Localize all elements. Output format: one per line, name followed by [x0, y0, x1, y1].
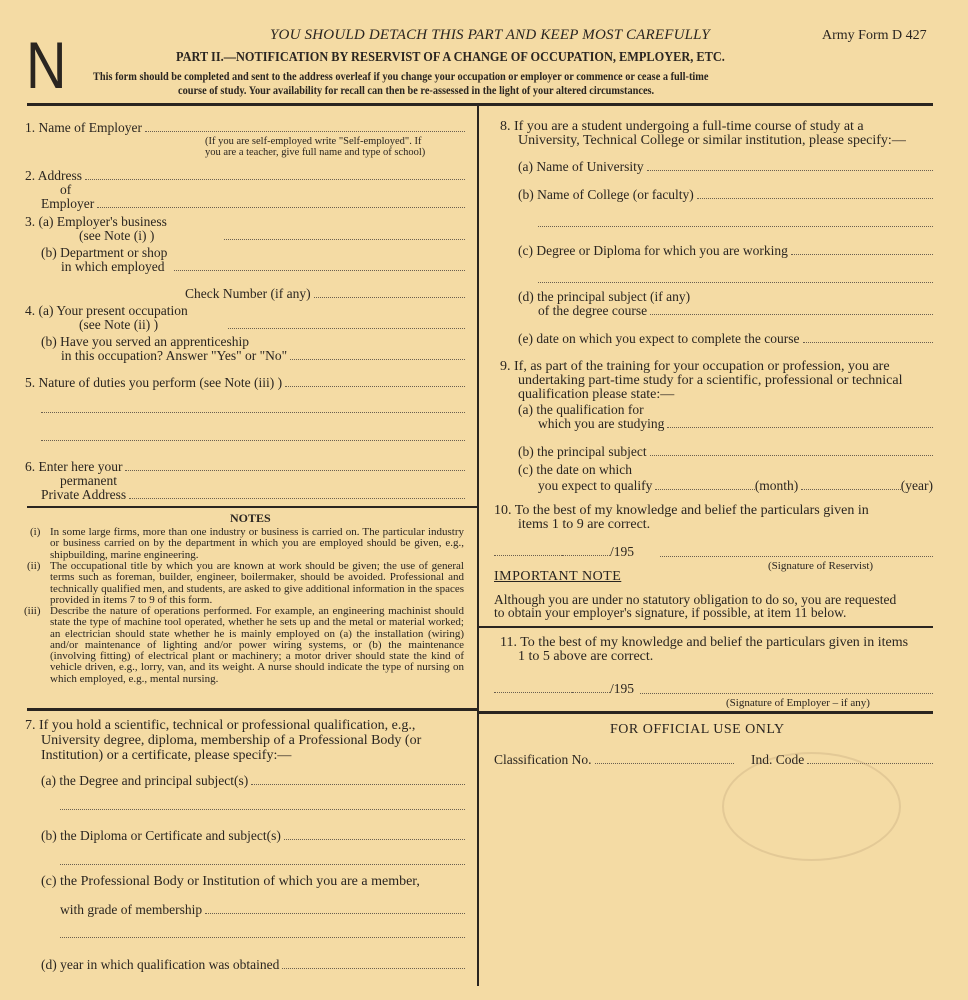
part-time-subject-label: (b) the principal subject	[518, 444, 647, 459]
employer-date-field[interactable]	[494, 681, 634, 696]
employer-section-rule	[479, 626, 933, 628]
degree-working-field[interactable]	[518, 243, 933, 258]
professional-body-label: (c) the Professional Body or Institution of which you are a member,	[41, 874, 420, 889]
employer-name-field[interactable]	[25, 120, 465, 135]
principal-subject-field[interactable]	[538, 303, 933, 318]
see-note-ii: (see Note (ii) )	[79, 317, 159, 332]
apprenticeship-label-2: in this occupation? Answer "Yes" or "No"	[61, 348, 288, 363]
apprenticeship-field[interactable]	[61, 348, 465, 363]
qualify-date-field[interactable]	[538, 478, 933, 493]
address-field-1[interactable]	[25, 168, 465, 183]
degree-line-2[interactable]	[60, 809, 465, 810]
completion-date-label: (e) date on which you expect to complete the course	[518, 331, 800, 346]
employer-business-field[interactable]	[79, 228, 465, 243]
employer-signature-line[interactable]	[640, 693, 933, 694]
degree-working-label: (c) Degree or Diploma for which you are working	[518, 243, 788, 258]
private-address-permanent: permanent	[60, 473, 117, 488]
column-divider	[477, 106, 479, 986]
part-time-line-2: undertaking part-time study for a scientific, professional or technical	[518, 373, 903, 388]
completion-date-field[interactable]	[518, 331, 933, 346]
official-use-rule	[479, 711, 933, 714]
qualification-line-1: 7. If you hold a scientific, technical or professional qualification, e.g.,	[25, 718, 416, 733]
address-of-label: of	[60, 182, 72, 197]
membership-line-2[interactable]	[60, 937, 465, 938]
note-iii-text: Describe the nature of operations performed. For example, an engineering machinist should state the type of machine tool operated, whether he sets up and the metal or material worked; an electrician should state whether he is mainly employed on (a) the installation (wiring) and/or maintenance of lighting and/or power wiring systems, or (b) the maintenance (involving fitting) of electrical plant or machinery; a motor driver should state the kind of vehicle driven, e.g., lorry, van, and its weight. A nurse should indicate the type of nursing on which employed, e.g., mental nursing.	[50, 605, 464, 685]
classification-label: Classification No.	[494, 752, 592, 767]
degree-label: (a) the Degree and principal subject(s)	[41, 773, 249, 788]
form-number: Army Form D 427	[822, 28, 927, 43]
employer-name-label: 1. Name of Employer	[25, 120, 142, 135]
note-i-num: (i)	[30, 526, 41, 538]
apprenticeship-label: (b) Have you served an apprenticeship	[41, 334, 250, 349]
duties-line-3[interactable]	[41, 440, 465, 441]
student-line-1: 8. If you are a student undergoing a full-time course of study at a	[500, 119, 864, 134]
duties-line-2[interactable]	[41, 412, 465, 413]
occupation-label: 4. (a) Your present occupation	[25, 303, 188, 318]
employer-declaration-line-1: 11. To the best of my knowledge and belief the particulars given in items	[500, 635, 909, 650]
qualification-line-2: University degree, diploma, membership of a Professional Body (or	[41, 733, 422, 748]
department-label: (b) Department or shop	[41, 245, 168, 260]
check-number-field[interactable]	[185, 286, 465, 301]
official-use-heading: FOR OFFICIAL USE ONLY	[610, 722, 785, 737]
diploma-line-2[interactable]	[60, 864, 465, 865]
studying-label: which you are studying	[538, 416, 665, 431]
intro-line-2: course of study. Your availability for recall can then be re-assessed in the light of your altered circumstances.	[178, 83, 655, 97]
diploma-label: (b) the Diploma or Certificate and subject(s)	[41, 828, 281, 843]
address-employer-label: Employer	[41, 196, 95, 211]
check-number-label: Check Number (if any)	[185, 286, 311, 301]
university-field[interactable]	[518, 159, 933, 174]
diploma-field[interactable]	[41, 828, 465, 843]
reservist-date-field[interactable]	[494, 544, 634, 559]
note-ii-num: (ii)	[27, 560, 41, 572]
part-time-line-3: qualification please state:—	[518, 387, 675, 402]
year-label: (year)	[900, 478, 934, 493]
qualification-for-label: (a) the qualification for	[518, 402, 644, 417]
declaration-line-2: items 1 to 9 are correct.	[518, 517, 651, 532]
college-label: (b) Name of College (or faculty)	[518, 187, 694, 202]
private-address-label: 6. Enter here your	[25, 459, 123, 474]
degree-field[interactable]	[41, 773, 465, 788]
department-field[interactable]	[61, 259, 465, 274]
employer-name-hint-1: (If you are self-employed write "Self-employed". If	[205, 136, 422, 147]
note-ii-text: The occupational title by which you are known at work should be given; the use of general terms such as foreman, builder, engineer, boilermaker, should be avoided. Professional and technically qualified men, and students, are asked to give additional information in the spaces provided in items 7 to 9 of this form.	[50, 560, 464, 606]
college-line-2[interactable]	[538, 226, 933, 227]
college-field[interactable]	[518, 187, 933, 202]
reservist-year-label: /195	[609, 544, 634, 559]
studying-field[interactable]	[538, 416, 933, 431]
note-iii-num: (iii)	[24, 605, 41, 617]
private-address-label-2: Private Address	[41, 487, 127, 502]
see-note-i: (see Note (i) )	[79, 228, 155, 243]
student-line-2: University, Technical College or similar institution, please specify:—	[518, 133, 906, 148]
department-label-2: in which employed	[61, 259, 165, 274]
reservist-signature-line[interactable]	[660, 556, 933, 557]
intro-line-1: This form should be completed and sent to the address overleaf if you change your occupation or employer or commence or cease a full-time	[93, 69, 709, 83]
detach-instruction: YOU SHOULD DETACH THIS PART AND KEEP MOST CAREFULLY	[270, 27, 710, 43]
qualification-year-field[interactable]	[41, 957, 465, 972]
form-title: PART II.—NOTIFICATION BY RESERVIST OF A CHANGE OF OCCUPATION, EMPLOYER, ETC.	[176, 50, 725, 65]
duties-label: 5. Nature of duties you perform (see Note (iii) )	[25, 375, 283, 390]
qualify-date-label-2: you expect to qualify	[538, 478, 653, 493]
part-time-subject-field[interactable]	[518, 444, 933, 459]
notes-title: NOTES	[230, 511, 271, 525]
qualification-line-3: Institution) or a certificate, please specify:—	[41, 748, 292, 763]
note-i-text: In some large firms, more than one industry or business is carried on. The particular industry or business carried on by the department in which you are employed should be given, e.g., shipbuilding, marine engineering.	[50, 526, 464, 561]
notes-bottom-rule	[27, 708, 477, 711]
important-note-heading: IMPORTANT NOTE	[494, 569, 622, 584]
employer-year-label: /195	[609, 681, 634, 696]
important-note-line-2: to obtain your employer's signature, if possible, at item 11 below.	[494, 605, 847, 620]
qualify-date-label: (c) the date on which	[518, 462, 632, 477]
qualification-year-label: (d) year in which qualification was obtained	[41, 957, 280, 972]
header-rule	[27, 103, 933, 106]
reservist-signature-label: (Signature of Reservist)	[768, 560, 874, 572]
occupation-field[interactable]	[79, 317, 465, 332]
membership-grade-field[interactable]	[60, 902, 465, 917]
reservist-date-slash	[562, 555, 610, 556]
address-field-2[interactable]	[60, 182, 465, 197]
address-label: 2. Address	[25, 168, 82, 183]
section-letter: N	[26, 28, 67, 102]
private-address-field-2[interactable]	[41, 487, 465, 502]
degree-working-line-2[interactable]	[538, 282, 933, 283]
employer-date-slash	[572, 692, 610, 693]
employer-signature-label: (Signature of Employer – if any)	[726, 697, 870, 709]
part-time-line-1: 9. If, as part of the training for your occupation or profession, you are	[500, 359, 890, 374]
employer-name-hint-2: you are a teacher, give full name and type of school)	[205, 147, 426, 158]
month-label: (month)	[754, 478, 799, 493]
employer-declaration-line-2: 1 to 5 above are correct.	[518, 649, 654, 664]
membership-grade-label: with grade of membership	[60, 902, 203, 917]
declaration-line-1: 10. To the best of my knowledge and belief the particulars given in	[494, 503, 869, 518]
ind-code-label: Ind. Code	[751, 752, 805, 767]
duties-field[interactable]	[25, 375, 465, 390]
notes-top-rule	[27, 506, 477, 508]
private-address-field-1[interactable]	[25, 459, 465, 474]
address-field-3[interactable]	[41, 196, 465, 211]
principal-subject-label-2: of the degree course	[538, 303, 648, 318]
university-label: (a) Name of University	[518, 159, 644, 174]
employer-business-label: 3. (a) Employer's business	[25, 214, 167, 229]
important-note-line-1: Although you are under no statutory obligation to do so, you are requested	[494, 592, 897, 607]
classification-field[interactable]	[494, 752, 734, 767]
principal-subject-label: (d) the principal subject (if any)	[518, 289, 691, 304]
faded-stamp	[722, 752, 901, 861]
